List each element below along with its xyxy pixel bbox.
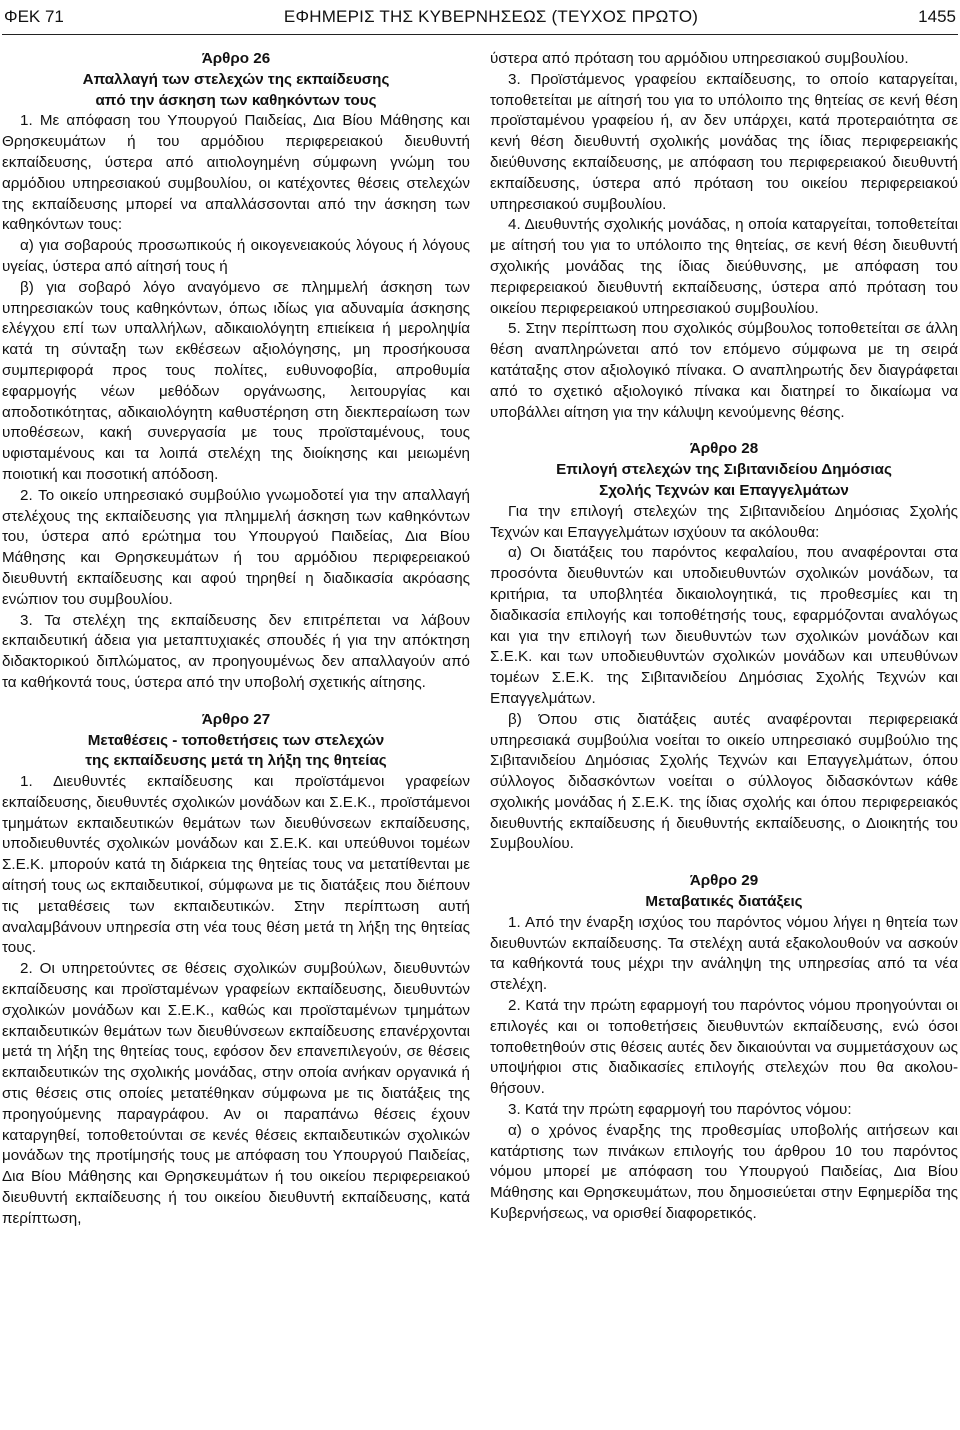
left-column xyxy=(2,49,470,1230)
article-27-number: Άρθρο 27 xyxy=(201,710,271,728)
article-27-paragraph-3: 3. Προϊστάμενος γραφείου εκπαίδευσης, το οποίο καταργείται, τοποθετείται με αίτησή του για το υπόλοιπο της θητείας σε κενή θέση προϊσταμένου γραφείου ή, αν δεν υπάρχει, κατά προτεραιότητα σε κενή θέση διευθυντή σχολικής μονάδας της ίδιας περιφερειακής διεύθυνσης εκπαίδευσης, με απόφαση του περιφερειακού διευθυντή εκπαίδευσης, ύστερα από πρόταση του οικείου περιφερειακού υπηρεσιακού συμβουλίου. xyxy=(490,70,958,213)
article-27-paragraph-5: 5. Στην περίπτωση που σχολικός σύμβουλος τοποθετείται σε άλλη θέση αναπληρώνεται από τον επόμενο σύμφωνα με τη σειρά κατάταξης στον αξιολογικό πίνακα. Ο αναπληρωτής δεν διαγράφεται από το σχετικό αξιολογικό πίνακα και διατηρεί το δικαίωμα να υποβάλλει αίτηση για την κάλυψη κενούμενης θέσης. xyxy=(490,320,958,421)
article-26-title-line1: Απαλλαγή των στελεχών της εκπαίδευσης xyxy=(82,70,390,88)
article-29-paragraph-1: 1. Από την έναρξη ισχύος του παρόντος νόμου λήγει η θητεία των διευθυντών εκπαίδευσης. Τα στελέχη αυτά εξακολουθούν να ασκούν τα καθήκοντά τους μέχρι την ανάληψη της υπηρεσίας από τα νέα στελέχη. xyxy=(490,913,958,994)
article-26-paragraph-1b: β) για σοβαρό λόγο αναγόμενο σε πλημμελή άσκηση των υπηρεσιακών τους καθηκόντων, όπως ιδίως για αδυναμία άσκησης ελέγχου επί των υπαλλήλων, αδικαιολόγητη επιείκεια ή μεροληψία κατά τη σύνταξη των εκθέσεων αξιολόγησης, μη προσήκουσα συμπεριφορά προς τους πολίτες, ευθυνοφοβία, απροθυμία εφαρμογής νέων μεθόδων οργάνωσης, λειτουργίας και αποδοτικότητας, αδικαιολόγητη καθυστέρηση στη διεκπεραίωση των υποθέσεων, κακή συνεργασία με τους προϊσταμένους, τους υφισταμένους και τα λοιπά στελέχη της διοίκησης και μειωμένη ποιοτική και ποσοτική απόδοση. xyxy=(2,278,470,483)
article-27-title-line1: Μεταθέσεις - τοποθετήσεις των στελεχών xyxy=(87,731,385,749)
gazette-title: ΕΦΗΜΕΡΙΣ ΤΗΣ ΚΥΒΕΡΝΗΣΕΩΣ (ΤΕΥΧΟΣ ΠΡΩΤΟ) xyxy=(283,7,699,26)
issue-number: ΦΕΚ 71 xyxy=(4,7,64,26)
article-27-paragraph-4: 4. Διευθυντής σχολικής μονάδας, η οποία καταργείται, τοποθετείται με αίτησή του για το υπόλοιπο της θητείας, σε κενή θέση διευθυντή σχολικής μονάδας της ίδιας διεύθυνσης, με απόφαση του περιφερειακού διευθυντή εκπαίδευσης, ύστερα από πρόταση του οικείου περιφερειακού υπηρεσιακού συμβουλίου. xyxy=(490,216,958,317)
article-27-paragraph-1: 1. Διευθυντές εκπαίδευσης και προϊστάμενοι γραφείων εκπαίδευσης, διευθυντές σχολικών μονάδων και Σ.Ε.Κ., προϊστάμενοι τμημάτων εκπαιδευτικών θεμάτων των διευθύνσεων εκπαίδευσης, υποδιευθυντές σχολικών μονάδων και Σ.Ε.Κ. και υπεύθυνοι τομέων Σ.Ε.Κ. μπορούν κατά τη διάρκεια της θητείας τους να μετατίθενται με αίτησή τους ως εκπαιδευτικοί, σύμφωνα με τις διατάξεις που διέπουν τις μεταθέσεις των εκπαιδευτικών. Στην περίπτωση αυτή αναλαμβάνουν υπηρεσία στη νέα τους θέση μετά τη λήξη της θητείας τους. xyxy=(2,773,470,957)
article-26-number: Άρθρο 26 xyxy=(201,50,271,67)
article-29-number: Άρθρο 29 xyxy=(689,872,759,890)
page-number: 1455 xyxy=(918,7,956,26)
article-26-paragraph-2: 2. Το οικείο υπηρεσιακό συμβούλιο γνωμοδοτεί για την απαλλαγή στελέχους της εκπαίδευσης για πλημμελή άσκηση των καθηκόντων του, ύστερα από ερώτημα του Υπουργού Παιδείας, Δια Βίου Μάθησης και Θρησκευμάτων ή του αρμόδιου περιφερειακού διευθυντή εκπαίδευσης και αφού τηρηθεί η διαδικασία ακρόασης ενώπιον του συμβουλίου. xyxy=(2,486,470,608)
article-28-paragraph-a: α) Οι διατάξεις του παρόντος κεφαλαίου, που αναφέρονται στα προσόντα διευθυντών και υποδιευθυντών σχολικών μονάδων, τα κριτήρια, τα υποβλητέα δικαιολογητικά, τις προθεσμίες και τη διαδικασία επιλογής και τοποθέτησής τους, εφαρμόζονται αναλόγως και για την επιλογή των διευθυντών των σχολικών μονάδων και Σ.Ε.Κ. και των υποδιευθυντών σχολικών μονάδων και υπευθύνων τομέων Σ.Ε.Κ. της Σιβιτανιδείου Δημόσιας Σχολής Τεχνών και Επαγγελμάτων. xyxy=(490,544,958,707)
text-columns xyxy=(2,49,958,1230)
article-28-number: Άρθρο 28 xyxy=(689,440,759,458)
article-29-paragraph-2: 2. Κατά την πρώτη εφαρμογή του παρόντος νόμου προηγούνται οι επιλογές και οι τοποθετήσεις διευθυντών εκπαίδευσης, ενώ όσοι τοποθετηθούν στις θέσεις αυτές δεν δικαιούνται να συμμετάσχουν ως υποψήφιοι στις διαδικασίες επιλογής στελεχών που θα ακολουθήσουν. xyxy=(490,997,958,1098)
article-26-paragraph-3: 3. Τα στελέχη της εκπαίδευσης δεν επιτρέπεται να λάβουν εκπαιδευτική άδεια για μεταπτυχιακές σπουδές ή για την απόκτηση διδακτορικού διπλώματος, αν προηγουμένως δεν απαλλαγούν από τα καθήκοντά τους, ύστερα από την υποβολή σχετικής αίτησης. xyxy=(2,611,470,691)
page-header xyxy=(2,0,958,35)
article-27-title-line2: της εκπαίδευσης μετά τη λήξη της θητείας xyxy=(85,752,387,770)
article-26-paragraph-1a: α) για σοβαρούς προσωπικούς ή οικογενειακούς λόγους ή λόγους υγείας, ύστερα από αίτησή τους ή xyxy=(2,237,470,275)
article-27-continuation: ύστερα από πρόταση του αρμόδιου υπηρεσιακού συμβουλίου. xyxy=(490,50,909,67)
article-28-title-line2: Σχολής Τεχνών και Επαγγελμάτων xyxy=(599,481,849,499)
spacer xyxy=(490,855,958,871)
article-29-title: Μεταβατικές διατάξεις xyxy=(645,893,803,911)
article-29-paragraph-3: 3. Κατά την πρώτη εφαρμογή του παρόντος νόμου: xyxy=(508,1101,852,1119)
article-28-title-line1: Επιλογή στελεχών της Σιβιτανιδείου Δημόσιας xyxy=(556,461,892,479)
article-26-paragraph-1: 1. Με απόφαση του Υπουργού Παιδείας, Δια Βίου Μάθησης και Θρησκευμάτων ή του αρμόδιου περιφερειακού διευθυντή εκπαίδευσης, ύστερα από αιτιολογημένη σύμφωνη γνώμη του αρμόδιου υπηρεσιακού συμβουλίου, οι κατέχοντες θέσεις στελεχών της εκπαίδευσης μπορεί να απαλλάσσονται από την άσκηση των καθηκόντων τους: xyxy=(2,112,470,234)
right-column xyxy=(490,49,958,1230)
article-26-title-line2: από την άσκηση των καθηκόντων τους xyxy=(95,91,377,109)
article-28-paragraph-b: β) Όπου στις διατάξεις αυτές αναφέρονται περιφερειακά υπηρεσιακά συμβούλια νοείται το οικείο υπηρεσιακό συμβούλιο της Σιβιτανιδείου Δημόσιας Σχολής Τεχνών και Επαγγελμάτων, όπου σύλλογος διδασκόντων νοείται ο σύλλογος διδασκόντων κάθε σχολικής μονάδας ή Σ.Ε.Κ. της ίδιας σχολής και όπου περιφερειακός διευθυντής εκπαίδευσης ή διευθυντής εκπαίδευσης, ο Διοικητής του Συμβουλίου. xyxy=(490,710,958,853)
article-27-paragraph-2: 2. Οι υπηρετούντες σε θέσεις σχολικών συμβούλων, διευθυντών εκπαίδευσης και προϊσταμένων γραφείων εκπαίδευσης, διευθυντών σχολικών μονάδων και Σ.Ε.Κ., καθώς και προϊσταμένων τμημάτων εκπαιδευτικών θεμάτων των διευθύνσεων εκπαίδευσης επανέρχονται μετά τη λήξη της θητείας τους, εφόσον δεν επανεπιλεγούν, σε θέσεις εκπαιδευτικών της σχολικής μονάδας, στην οποία ανήκαν οργανικά ή στις θέσεις στις οποίες μετατέθηκαν σύμφωνα με τις διατάξεις της προηγούμενης παραγράφου. Αν οι παραπάνω θέσεις έχουν καταργηθεί, τοποθετούνται σε κενές θέσεις εκπαιδευτικών σχολικών μονάδων της προτίμησής τους με απόφαση του Υπουργού Παιδείας, Δια Βίου Μάθησης και Θρησκευμάτων ή του οικείου περιφερειακού διευθυντή εκπαίδευσης ή του οικείου διευθυντή εκπαίδευσης, κατά περίπτωση, xyxy=(2,960,470,1227)
spacer xyxy=(2,694,470,710)
spacer xyxy=(490,423,958,439)
article-29-paragraph-3a: α) ο χρόνος έναρξης της προθεσμίας υποβολής αιτήσεων και κατάρτισης των πινάκων επιλογής του άρθρου 10 του παρόντος νόμου μπορεί με απόφαση του Υπουργού Παιδείας, Δια Βίου Μάθησης και Θρησκευμάτων, που δημοσιεύεται στην Εφημερίδα της Κυβερνήσεως, να ορισθεί διαφορετικός. xyxy=(490,1121,958,1223)
article-28-intro: Για την επιλογή στελεχών της Σιβιτανιδείου Δημόσιας Σχολής Τεχνών και Επαγγελμάτων ισχύουν τα ακόλουθα: xyxy=(490,502,958,541)
